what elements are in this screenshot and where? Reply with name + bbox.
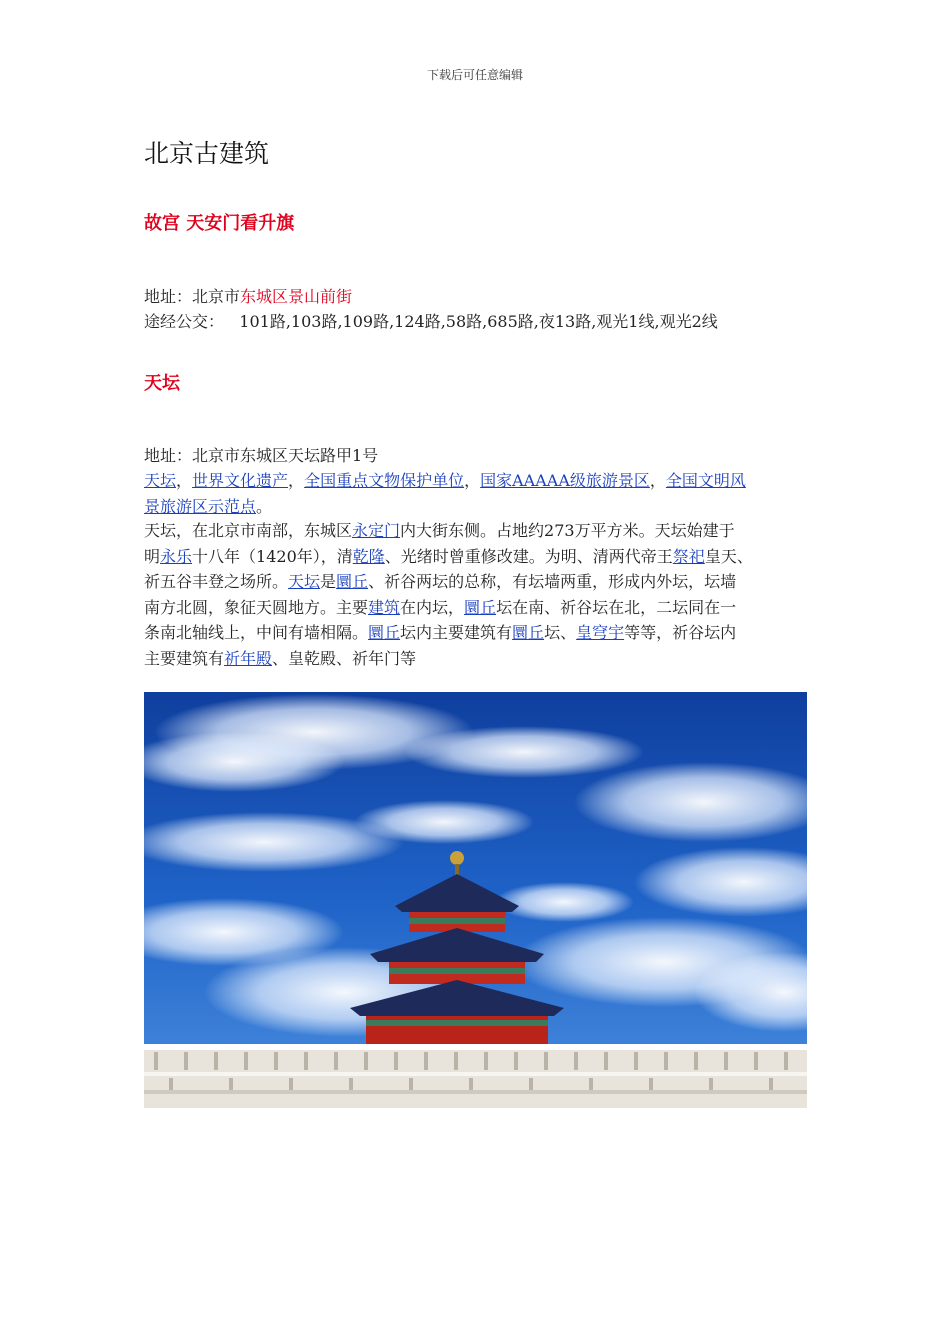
address-city: 北京市 — [192, 287, 241, 306]
page-header-note: 下载后可任意编辑 — [426, 68, 523, 82]
link-national-relic[interactable]: 全国重点文物保护单位 — [304, 471, 465, 490]
page-title: 北京古建筑 — [144, 139, 270, 168]
temple-description — [144, 518, 808, 671]
desc-text: 坛在南、祈谷坛在北，二坛同在一 — [496, 597, 737, 617]
link-yongdingmen[interactable]: 永定门 — [352, 521, 401, 540]
desc-text: 祈五谷丰登之场所。 — [144, 572, 289, 591]
desc-text: 、祈谷两坛的总称，有坛墙两重，形成内外坛，坛墙 — [368, 572, 737, 591]
period: 。 — [256, 496, 273, 516]
desc-text: 皇天、 — [704, 546, 753, 566]
desc-text: 坛、 — [544, 623, 577, 642]
comma: ， — [649, 471, 666, 490]
desc-text: 天坛，在北京市南部，东城区 — [144, 521, 353, 540]
address-street: 东城区景山前街 — [240, 287, 353, 306]
desc-text: 坛内主要建筑有 — [400, 623, 513, 642]
desc-text: 主要建筑有 — [144, 648, 225, 668]
link-yuanqiu-3[interactable]: 圜丘 — [368, 623, 401, 642]
link-yuanqiu[interactable]: 圜丘 — [336, 572, 369, 591]
temple-of-heaven-photo — [144, 692, 807, 1108]
forbidden-city-address — [144, 284, 352, 309]
section-heading-forbidden-city: 故宫 天安门看升旗 — [144, 213, 295, 234]
link-huangqiongyu[interactable]: 皇穹宇 — [576, 623, 625, 642]
desc-text: 条南北轴线上，中间有墙相隔。 — [144, 623, 369, 642]
link-civilized-scenic-a[interactable]: 全国文明风 — [665, 471, 746, 490]
bus-routes: 101路,103路,109路,124路,58路,685路,夜13路,观光1线,观光2线 — [239, 312, 718, 331]
temple-address: 地址：北京市东城区天坛路甲1号 — [144, 446, 379, 465]
desc-text: 是 — [320, 572, 337, 591]
desc-text: 、皇乾殿、祈年门等 — [272, 648, 417, 668]
bus-label: 途经公交： — [144, 312, 225, 331]
temple-tags — [144, 468, 808, 519]
link-yuanqiu-2[interactable]: 圜丘 — [464, 597, 497, 617]
desc-text: 南方北圆，象征天圆地方。主要 — [144, 597, 369, 617]
link-tiantan[interactable]: 天坛 — [144, 471, 177, 490]
comma: ， — [464, 471, 481, 490]
link-5a-scenic[interactable]: 国家AAAAA级旅游景区 — [480, 471, 650, 490]
desc-text: 、光绪时曾重修改建。为明、清两代帝王 — [384, 546, 673, 566]
link-world-heritage[interactable]: 世界文化遗产 — [192, 471, 289, 490]
link-jianzhu[interactable]: 建筑 — [368, 597, 401, 617]
comma: ， — [176, 471, 193, 490]
desc-text: 明 — [144, 546, 161, 566]
link-qianlong[interactable]: 乾隆 — [352, 546, 385, 566]
section-heading-temple-of-heaven: 天坛 — [144, 373, 180, 394]
link-tiantan-2[interactable]: 天坛 — [288, 572, 321, 591]
desc-text: 等等，祈谷坛内 — [624, 623, 737, 642]
desc-text: 在内坛， — [400, 597, 465, 617]
forbidden-city-bus — [144, 309, 718, 334]
desc-text: 内大街东侧。占地约273万平方米。天坛始建于 — [400, 521, 735, 540]
comma: ， — [288, 471, 305, 490]
link-yuanqiu-4[interactable]: 圜丘 — [512, 623, 545, 642]
address-label: 地址： — [144, 287, 193, 306]
link-jisi[interactable]: 祭祀 — [672, 546, 705, 566]
link-civilized-scenic-b[interactable]: 景旅游区示范点 — [144, 496, 257, 516]
link-qiniandian[interactable]: 祈年殿 — [224, 648, 273, 668]
link-yongle[interactable]: 永乐 — [160, 546, 193, 566]
desc-text: 十八年（1420年），清 — [192, 546, 353, 566]
